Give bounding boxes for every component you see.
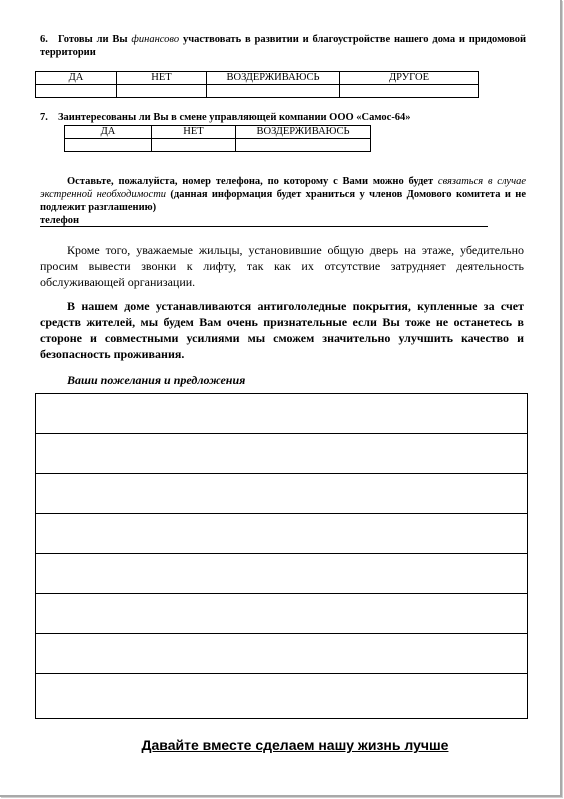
question-6-text-a: Готовы ли Вы bbox=[58, 34, 132, 45]
q6-option-yes: ДА bbox=[36, 72, 117, 85]
q6-answer-cell-other[interactable] bbox=[340, 85, 479, 98]
paragraph-anti-ice: В нашем доме устанавливаются антигололедные покрытия, купленные за счет средств жителей, мы будем Вам очень признательные если Вы тоже не останетесь в стороне и совместными усилиями мы сможем значительно улучшить качество и безопасность проживания. bbox=[40, 299, 524, 361]
wishes-title: Ваши пожелания и предложения bbox=[67, 373, 246, 387]
q6-option-abstain: ВОЗДЕРЖИВАЮСЬ bbox=[207, 72, 340, 85]
q6-answer-cell-yes[interactable] bbox=[36, 85, 117, 98]
phone-request-text-em: связаться в случае экстренной необходимости bbox=[40, 176, 526, 200]
phone-label: телефон bbox=[40, 215, 80, 226]
question-6 bbox=[40, 33, 526, 59]
paragraph-door-bells: Кроме того, уважаемые жильцы, установившие общую дверь на этаже, убедительно просим вывести звонки к лифту, так как их отсутствие затрудняет деятельность обслуживающей организации. bbox=[40, 243, 524, 289]
question-7-answer-table bbox=[64, 125, 371, 152]
question-6-answer-table bbox=[35, 71, 479, 98]
q7-option-abstain: ВОЗДЕРЖИВАЮСЬ bbox=[236, 126, 371, 139]
wishes-row[interactable] bbox=[36, 514, 527, 554]
wishes-row[interactable] bbox=[36, 474, 527, 514]
wishes-row[interactable] bbox=[36, 594, 527, 634]
q7-answer-cell-abstain[interactable] bbox=[236, 139, 371, 152]
question-6-number: 6. bbox=[40, 34, 48, 45]
footer-slogan: Давайте вместе сделаем нашу жизнь лучше bbox=[141, 737, 449, 753]
wishes-row[interactable] bbox=[36, 554, 527, 594]
q7-option-yes: ДА bbox=[65, 126, 152, 139]
q7-option-no: НЕТ bbox=[152, 126, 236, 139]
q6-option-no: НЕТ bbox=[117, 72, 207, 85]
wishes-row[interactable] bbox=[36, 394, 527, 434]
q6-answer-cell-abstain[interactable] bbox=[207, 85, 340, 98]
phone-request bbox=[40, 175, 526, 214]
wishes-row[interactable] bbox=[36, 674, 527, 714]
q7-answer-cell-yes[interactable] bbox=[65, 139, 152, 152]
question-7-number: 7. bbox=[40, 112, 48, 123]
q7-answer-cell-no[interactable] bbox=[152, 139, 236, 152]
question-6-text-b: участвовать в развитии и благоустройстве нашего дома и придомовой территории bbox=[40, 34, 526, 58]
wishes-table bbox=[35, 393, 528, 719]
question-6-text-em: финансово bbox=[131, 34, 180, 45]
wishes-row[interactable] bbox=[36, 434, 527, 474]
phone-request-text-a: Оставьте, пожалуйста, номер телефона, по которому с Вами можно будет bbox=[67, 176, 438, 187]
q6-option-other: ДРУГОЕ bbox=[340, 72, 479, 85]
q6-answer-cell-no[interactable] bbox=[117, 85, 207, 98]
wishes-row[interactable] bbox=[36, 634, 527, 674]
phone-input-line[interactable] bbox=[40, 226, 488, 227]
question-7 bbox=[40, 111, 526, 124]
question-7-text: Заинтересованы ли Вы в смене управляющей компании ООО «Самос-64» bbox=[58, 112, 411, 123]
phone-request-text-b: (данная информация будет храниться у членов Домового комитета и не подлежит разглашению) bbox=[40, 189, 526, 213]
